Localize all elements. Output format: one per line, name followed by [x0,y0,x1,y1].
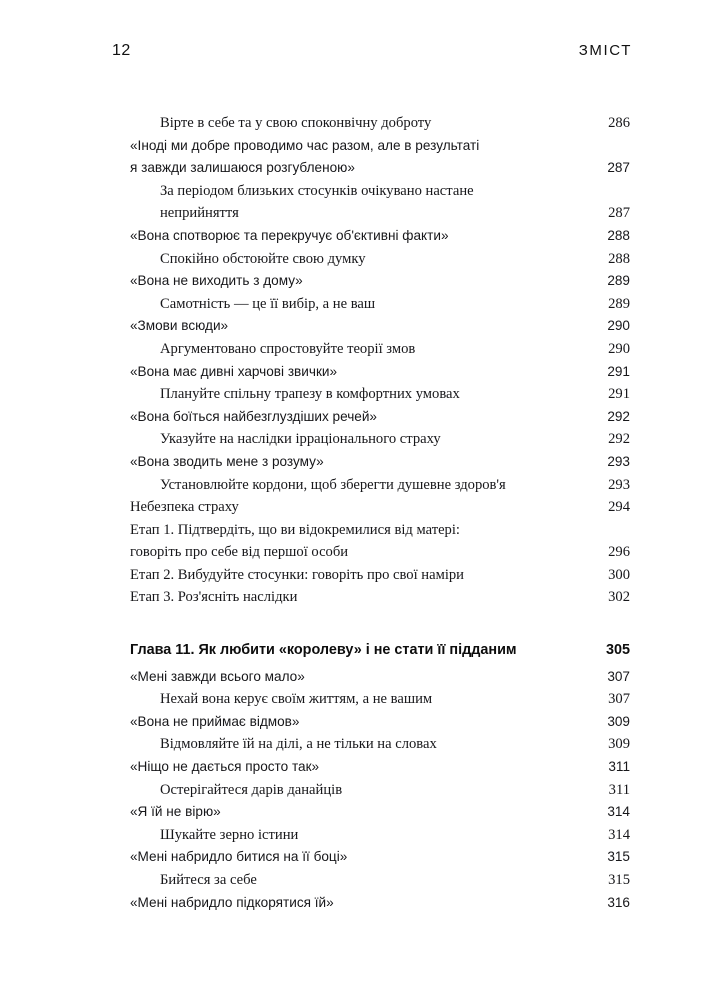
toc-entry[interactable] [130,248,630,271]
toc-entry-page: 307 [608,691,630,708]
toc-entry-page: 289 [607,273,630,289]
toc-entry-label: Етап 1. Підтвердіть, що ви відокремилися від матері: [130,521,460,538]
toc-entry-page: 314 [607,804,630,820]
toc-entry[interactable] [130,451,630,474]
toc-entry-page: 307 [607,668,630,684]
toc-entry-label: «Вона боїться найбезглуздіших речей» [130,408,377,424]
toc-entry[interactable] [130,688,630,711]
toc-entry[interactable] [130,846,630,869]
toc-entry[interactable] [130,824,630,847]
toc-entry[interactable] [130,666,630,689]
toc-entry[interactable] [130,293,630,316]
toc-entry-label: «Змови всюди» [130,318,229,334]
toc-entry-page: 293 [607,453,630,469]
toc-entry[interactable] [130,112,630,135]
toc-entry-page: 290 [607,318,630,334]
toc-chapter-page: 305 [605,642,630,659]
toc-entry-page: 300 [608,566,630,583]
toc-entry[interactable] [130,225,630,248]
toc-entry-label: Аргументовано спростовуйте теорії змов [160,340,416,357]
toc-entry-page: 315 [608,872,630,888]
toc-entry[interactable] [130,519,630,542]
toc-entry-page: 287 [608,205,630,222]
toc-entry-label: говоріть про себе від першої особи [130,544,349,561]
toc-entry-label: «Я їй не вірю» [130,804,221,820]
toc-entry-page: 291 [607,363,630,379]
toc-entry-page: 311 [608,759,630,775]
toc-entry[interactable] [130,541,630,564]
toc-entry-label: За періодом близьких стосунків очікувано настане [160,182,474,199]
toc-entry[interactable] [130,202,630,225]
toc-entry-label: «Вона має дивні харчові звички» [130,363,338,379]
running-head: ЗМІСТ [578,42,632,59]
toc-entry-page: 288 [608,250,630,267]
toc-entry[interactable] [130,733,630,756]
toc-entry[interactable] [130,338,630,361]
toc-entry-label: Етап 3. Роз'ясніть наслідки [130,589,298,606]
toc-entry-label: «Вона не приймає відмов» [130,713,300,729]
toc-entry[interactable] [130,361,630,384]
toc-entry-label: «Вона спотворює та перекручує об'єктивні факти» [130,227,449,243]
toc-entry-label: «Вона зводить мене з розуму» [130,453,324,469]
toc-chapter-entry-list [130,666,630,915]
toc-entry[interactable] [130,586,630,609]
toc-entry[interactable] [130,756,630,779]
toc-entry[interactable] [130,406,630,429]
toc-entry[interactable] [130,801,630,824]
toc-entry[interactable] [130,564,630,587]
toc-entry-label: Плануйте спільну трапезу в комфортних умовах [160,386,460,403]
toc-entry-label: Установлюйте кордони, щоб зберегти душевне здоров'я [160,476,506,493]
page-number: 12 [112,42,131,59]
toc-chapter-title: Глава 11. Як любити «королеву» і не стати її підданим [130,642,517,659]
toc-entry[interactable] [130,428,630,451]
toc-entry[interactable] [130,180,630,203]
toc-entry-page: 309 [607,713,630,729]
toc-entry-page: 286 [608,115,630,131]
toc-entry[interactable] [130,157,630,180]
toc-entry[interactable] [130,135,630,158]
toc-entry-page: 296 [608,544,630,561]
toc-entry-label: Відмовляйте їй на ділі, а не тільки на словах [160,736,437,753]
toc-entry-label: Етап 2. Вибудуйте стосунки: говоріть про свої наміри [130,566,464,583]
toc-entry-label: Спокійно обстоюйте свою думку [160,250,366,267]
toc-entry-page: 287 [607,160,630,176]
toc-entry-label: Бийтеся за себе [160,872,257,888]
toc-entry-label: Самотність — це її вибір, а не ваш [160,295,376,312]
toc-entry-page: 314 [608,826,630,843]
toc-entry[interactable] [130,383,630,406]
toc-entry-label: Остерігайтеся дарів данайців [160,781,343,798]
toc-entry-label: Шукайте зерно істини [160,826,299,843]
toc-entry[interactable] [130,474,630,497]
toc-entry-label: неприйняття [160,205,239,222]
toc-entry-page: 302 [608,589,630,606]
toc-entry[interactable] [130,496,630,519]
toc-entry-label: «Мені набридло битися на її боці» [130,849,348,865]
table-of-contents [130,112,630,914]
toc-entry-label: «Вона не виходить з дому» [130,273,303,289]
toc-entry-label: я завжди залишаюся розгубленою» [130,160,355,176]
toc-entry-label: Указуйте на наслідки ірраціонального страху [160,431,441,448]
page-header [112,42,632,60]
toc-entry-page: 288 [607,227,630,243]
toc-chapter-entry[interactable] [130,639,630,662]
toc-entry[interactable] [130,315,630,338]
toc-entry-page: 294 [608,499,630,516]
toc-entry-page: 292 [607,408,630,424]
toc-entry-page: 316 [607,894,630,910]
toc-entry-list [130,112,630,609]
toc-entry-label: «Ніщо не дається просто так» [130,759,320,775]
toc-entry-page: 292 [608,431,630,448]
toc-entry-label: «Мені завжди всього мало» [130,668,305,684]
toc-entry-label: Небезпека страху [130,499,239,516]
toc-entry-page: 290 [608,340,630,357]
toc-entry[interactable] [130,892,630,915]
toc-entry-page: 311 [608,781,630,798]
toc-entry-label: Нехай вона керує своїм життям, а не вашим [160,691,433,708]
toc-entry-page: 289 [608,295,630,312]
toc-entry[interactable] [130,869,630,892]
toc-entry-page: 309 [608,736,630,753]
toc-entry[interactable] [130,270,630,293]
toc-entry-label: Вірте в себе та у свою споконвічну доброту [160,115,432,131]
toc-entry[interactable] [130,711,630,734]
toc-entry[interactable] [130,779,630,802]
toc-entry-page: 293 [608,476,630,493]
toc-entry-label: «Іноді ми добре проводимо час разом, але в результаті [130,137,480,153]
toc-entry-page: 315 [607,849,630,865]
toc-entry-page: 291 [608,386,630,403]
toc-entry-label: «Мені набридло підкорятися їй» [130,894,334,910]
